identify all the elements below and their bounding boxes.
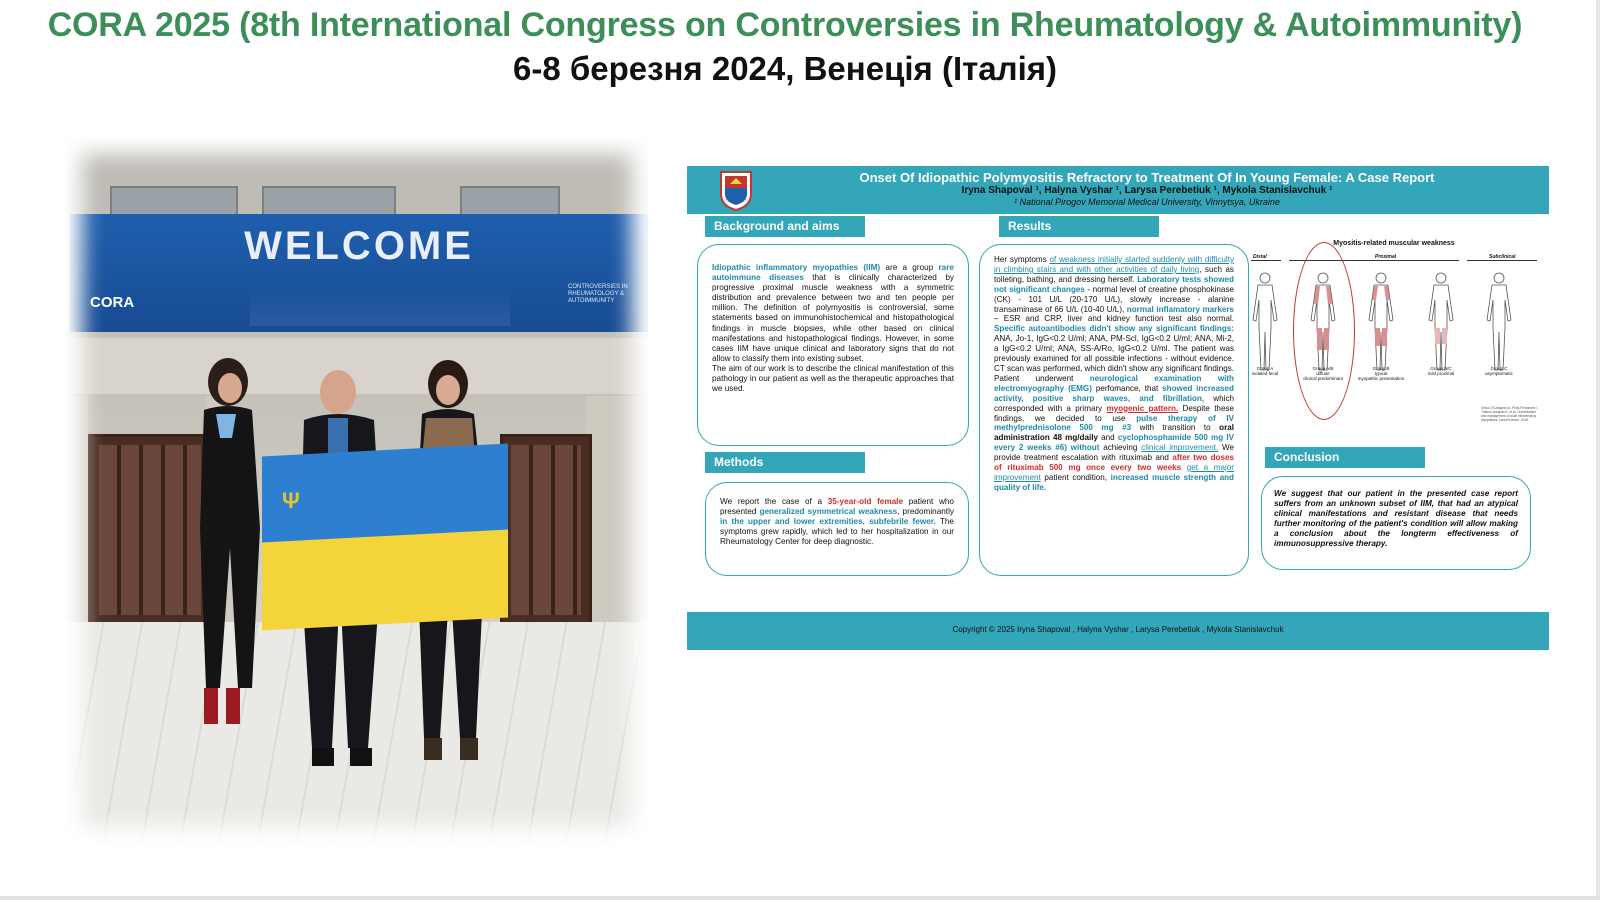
methods-text: 35-year-old female bbox=[827, 497, 904, 506]
results-text: myogenic pattern. bbox=[1106, 403, 1179, 413]
methods-text: in the upper and lower extremities bbox=[720, 517, 863, 527]
welcome-banner-text: WELCOME bbox=[244, 224, 474, 268]
body-figure-icon bbox=[1249, 270, 1281, 380]
methods-label: Methods bbox=[705, 452, 865, 473]
results-text: and bbox=[1097, 433, 1118, 443]
bg-text: rare autoimmune diseases bbox=[712, 263, 954, 283]
bg-text: Idiopathic inflammatory myopathies (IIM) bbox=[712, 263, 881, 272]
trident-emblem: Ψ bbox=[282, 488, 300, 513]
results-text: clinical improvement. bbox=[1141, 443, 1219, 453]
results-text: pulse therapy of IV methylprednisolone 500 mg #3 bbox=[994, 413, 1234, 433]
results-text: Despite these findings, we decided to use bbox=[994, 403, 1234, 423]
results-text: patient condition, bbox=[1040, 472, 1111, 482]
slide-subtitle: 6-8 березня 2024, Венеція (Італія) bbox=[512, 50, 1058, 87]
figure-caption: Group B typical myopathic presentation bbox=[1357, 366, 1405, 381]
photo-vignette bbox=[66, 138, 648, 843]
body-figure-icon bbox=[1307, 270, 1339, 380]
figure-group-label: Proximal bbox=[1375, 254, 1397, 260]
methods-text: , predominantly bbox=[897, 507, 954, 517]
slide-title: CORA 2025 (8th International Congress on Controversies in Rheumatology & Autoimmunity) bbox=[47, 6, 1523, 44]
methods-text: subfebrile fewer. bbox=[869, 517, 936, 527]
results-text: Specific autoantibodies didn't show any significant findings: bbox=[994, 324, 1234, 334]
methods-text: , bbox=[862, 517, 870, 527]
results-text: which corresponded with a primary bbox=[994, 393, 1234, 413]
conclusion-label: Conclusion bbox=[1265, 447, 1425, 468]
figure-caption: Group C asymptomatic bbox=[1485, 366, 1513, 376]
figure-caption: Group B/C mild proximal bbox=[1427, 366, 1455, 376]
results-text: get a major improvement bbox=[994, 463, 1234, 482]
conclusion-text: We suggest that our patient in the presented case report suffers from an unknown subset of IIM, that had an atypical clinical manifestations and resistant disease that needs further monitoring of the patient's condition will allow making a conclusion about the longterm effectiveness of immunosuppressive therapy. bbox=[1274, 489, 1518, 549]
results-text: – ESR and CRP, liver and kidney function test also normal. bbox=[994, 314, 1234, 324]
results-box bbox=[979, 244, 1249, 576]
results-text: normal inflamatory markers bbox=[1126, 304, 1234, 314]
bg-text: are a group bbox=[880, 263, 939, 272]
methods-box bbox=[705, 482, 969, 576]
results-text: perfomance, that bbox=[1091, 383, 1163, 393]
results-text: after two doses of rituximab 500 mg once every two weeks bbox=[994, 453, 1235, 473]
figure-reference: Selva-O'Callaghan A, Pinal-Fernandez I, Trallero-Araguás E, et al. Classification and management of adult inflammatory myopathies. Lancet Neurol. 2018. bbox=[1481, 406, 1539, 422]
background-label: Background and aims bbox=[705, 216, 865, 237]
body-figure-icon bbox=[1425, 270, 1457, 380]
bg-aim-text: The aim of our work is to describe the clinical manifestation of this pathology in our patient as well as the therapeutic approaches that we used. bbox=[712, 363, 954, 394]
methods-text: generalized symmetrical weakness bbox=[759, 507, 898, 517]
results-text: of weakness initially started suddenly with difficulty in climbing stairs and with other activities of daily living bbox=[994, 255, 1234, 274]
results-text: - normal level of creatine phosphokinase (CK) - 101 U/L (20-170 U/L), slowly increase - alanine transaminase of 66 U/L (10-40 U/L), bbox=[994, 284, 1234, 314]
congress-photo bbox=[66, 138, 648, 843]
figure-caption: Group A isolated fecal bbox=[1251, 366, 1279, 376]
background-box bbox=[697, 244, 969, 446]
bg-text: that is clinically characterized by progressive proximal muscle weakness with a symmetric distribution and prevalence between two and ten people per million. The definition of polymyositis is controversial, some statements based on immunohistochemical and histopathological findings in muscle biopsies, while other based on clinical manifestations and histopathological findings. However, in some cases IIM have unique clinical and laboratory signs that do not allow to classify them into existing subset. bbox=[712, 273, 954, 363]
methods-text: We report the case of a bbox=[720, 497, 828, 506]
myositis-figure bbox=[1245, 240, 1543, 430]
poster-copyright: Copyright © 2025 Iryna Shapoval , Halyna Vyshar , Larysa Perebetiuk , Mykola Stanislavchuk bbox=[952, 625, 1284, 634]
results-text: increased muscle strength and quality of life. bbox=[994, 472, 1234, 492]
results-text: We provide treatment escalation with rituximab and bbox=[994, 443, 1234, 463]
poster-footer bbox=[687, 612, 1549, 650]
methods-text: patient who presented bbox=[720, 497, 954, 517]
results-text: ANA, Jo-1, IgG<0.2 U/ml; ANA, PM-Scl, IgG<0.2 U/ml; ANA, Mi-2, a IgG<0.2 U/ml; ANA, SS-A/Ro, IgG<0.2 U/ml. The patient was previously examined for all possible infections - without evidence. CT scan was performed, which didn't show any significant findings. Patient underwent bbox=[994, 334, 1234, 383]
banner-cora-logo: CORA bbox=[90, 294, 135, 311]
body-figure-icon bbox=[1365, 270, 1397, 380]
scientific-poster bbox=[687, 166, 1549, 650]
results-text: neurological examination with electromyography (EMG) bbox=[994, 373, 1234, 393]
figure-caption: Group A/B diffuse clinical predominant bbox=[1303, 366, 1343, 381]
conclusion-box bbox=[1261, 476, 1531, 570]
results-text: with transition to bbox=[1131, 423, 1220, 433]
results-text: showed increased activity, positive sharp waves, and fibrillation, bbox=[994, 383, 1234, 403]
figure-divider bbox=[1467, 260, 1537, 261]
slide-edge bbox=[1596, 0, 1600, 900]
poster-header bbox=[687, 166, 1549, 214]
results-text: cyclophosphamide 500 mg IV every 2 weeks #6) without bbox=[994, 433, 1234, 453]
poster-affiliation: ¹ National Pirogov Memorial Medical University, Vinnytsya, Ukraine bbox=[1014, 197, 1280, 207]
banner-right-text: CONTROVERSIES IN RHEUMATOLOGY & AUTOIMMUNITY bbox=[568, 284, 628, 304]
poster-authors: Iryna Shapoval ¹, Halyna Vyshar ¹, Larysa Perebetiuk ¹, Mykola Stanislavchuk ¹ bbox=[961, 185, 1333, 196]
results-text: achieving bbox=[1099, 443, 1142, 453]
poster-title: Onset Of Idiopathic Polymyositis Refractory to Treatment Of In Young Female: A Case Report bbox=[859, 170, 1435, 185]
slide-edge bbox=[0, 896, 1600, 900]
results-text: oral administration 48 mg/daily bbox=[994, 423, 1234, 443]
figure-group-label: Subclinical bbox=[1489, 254, 1516, 260]
results-text: Laboratory tests showed not significant changes bbox=[994, 274, 1234, 294]
results-label: Results bbox=[999, 216, 1159, 237]
results-text: Her symptoms bbox=[994, 255, 1050, 264]
figure-group-label: Distal bbox=[1253, 254, 1267, 260]
figure-title: Myositis-related muscular weakness bbox=[1333, 240, 1455, 247]
body-figure-icon bbox=[1483, 270, 1515, 380]
figure-divider bbox=[1251, 260, 1281, 261]
methods-text: The symptoms grew rapidly, which led to her hospitalization in our Rheumatology Center for deep diagnostic. bbox=[720, 517, 954, 547]
results-text: , such as toileting, bathing, and dressing herself. bbox=[994, 264, 1234, 284]
